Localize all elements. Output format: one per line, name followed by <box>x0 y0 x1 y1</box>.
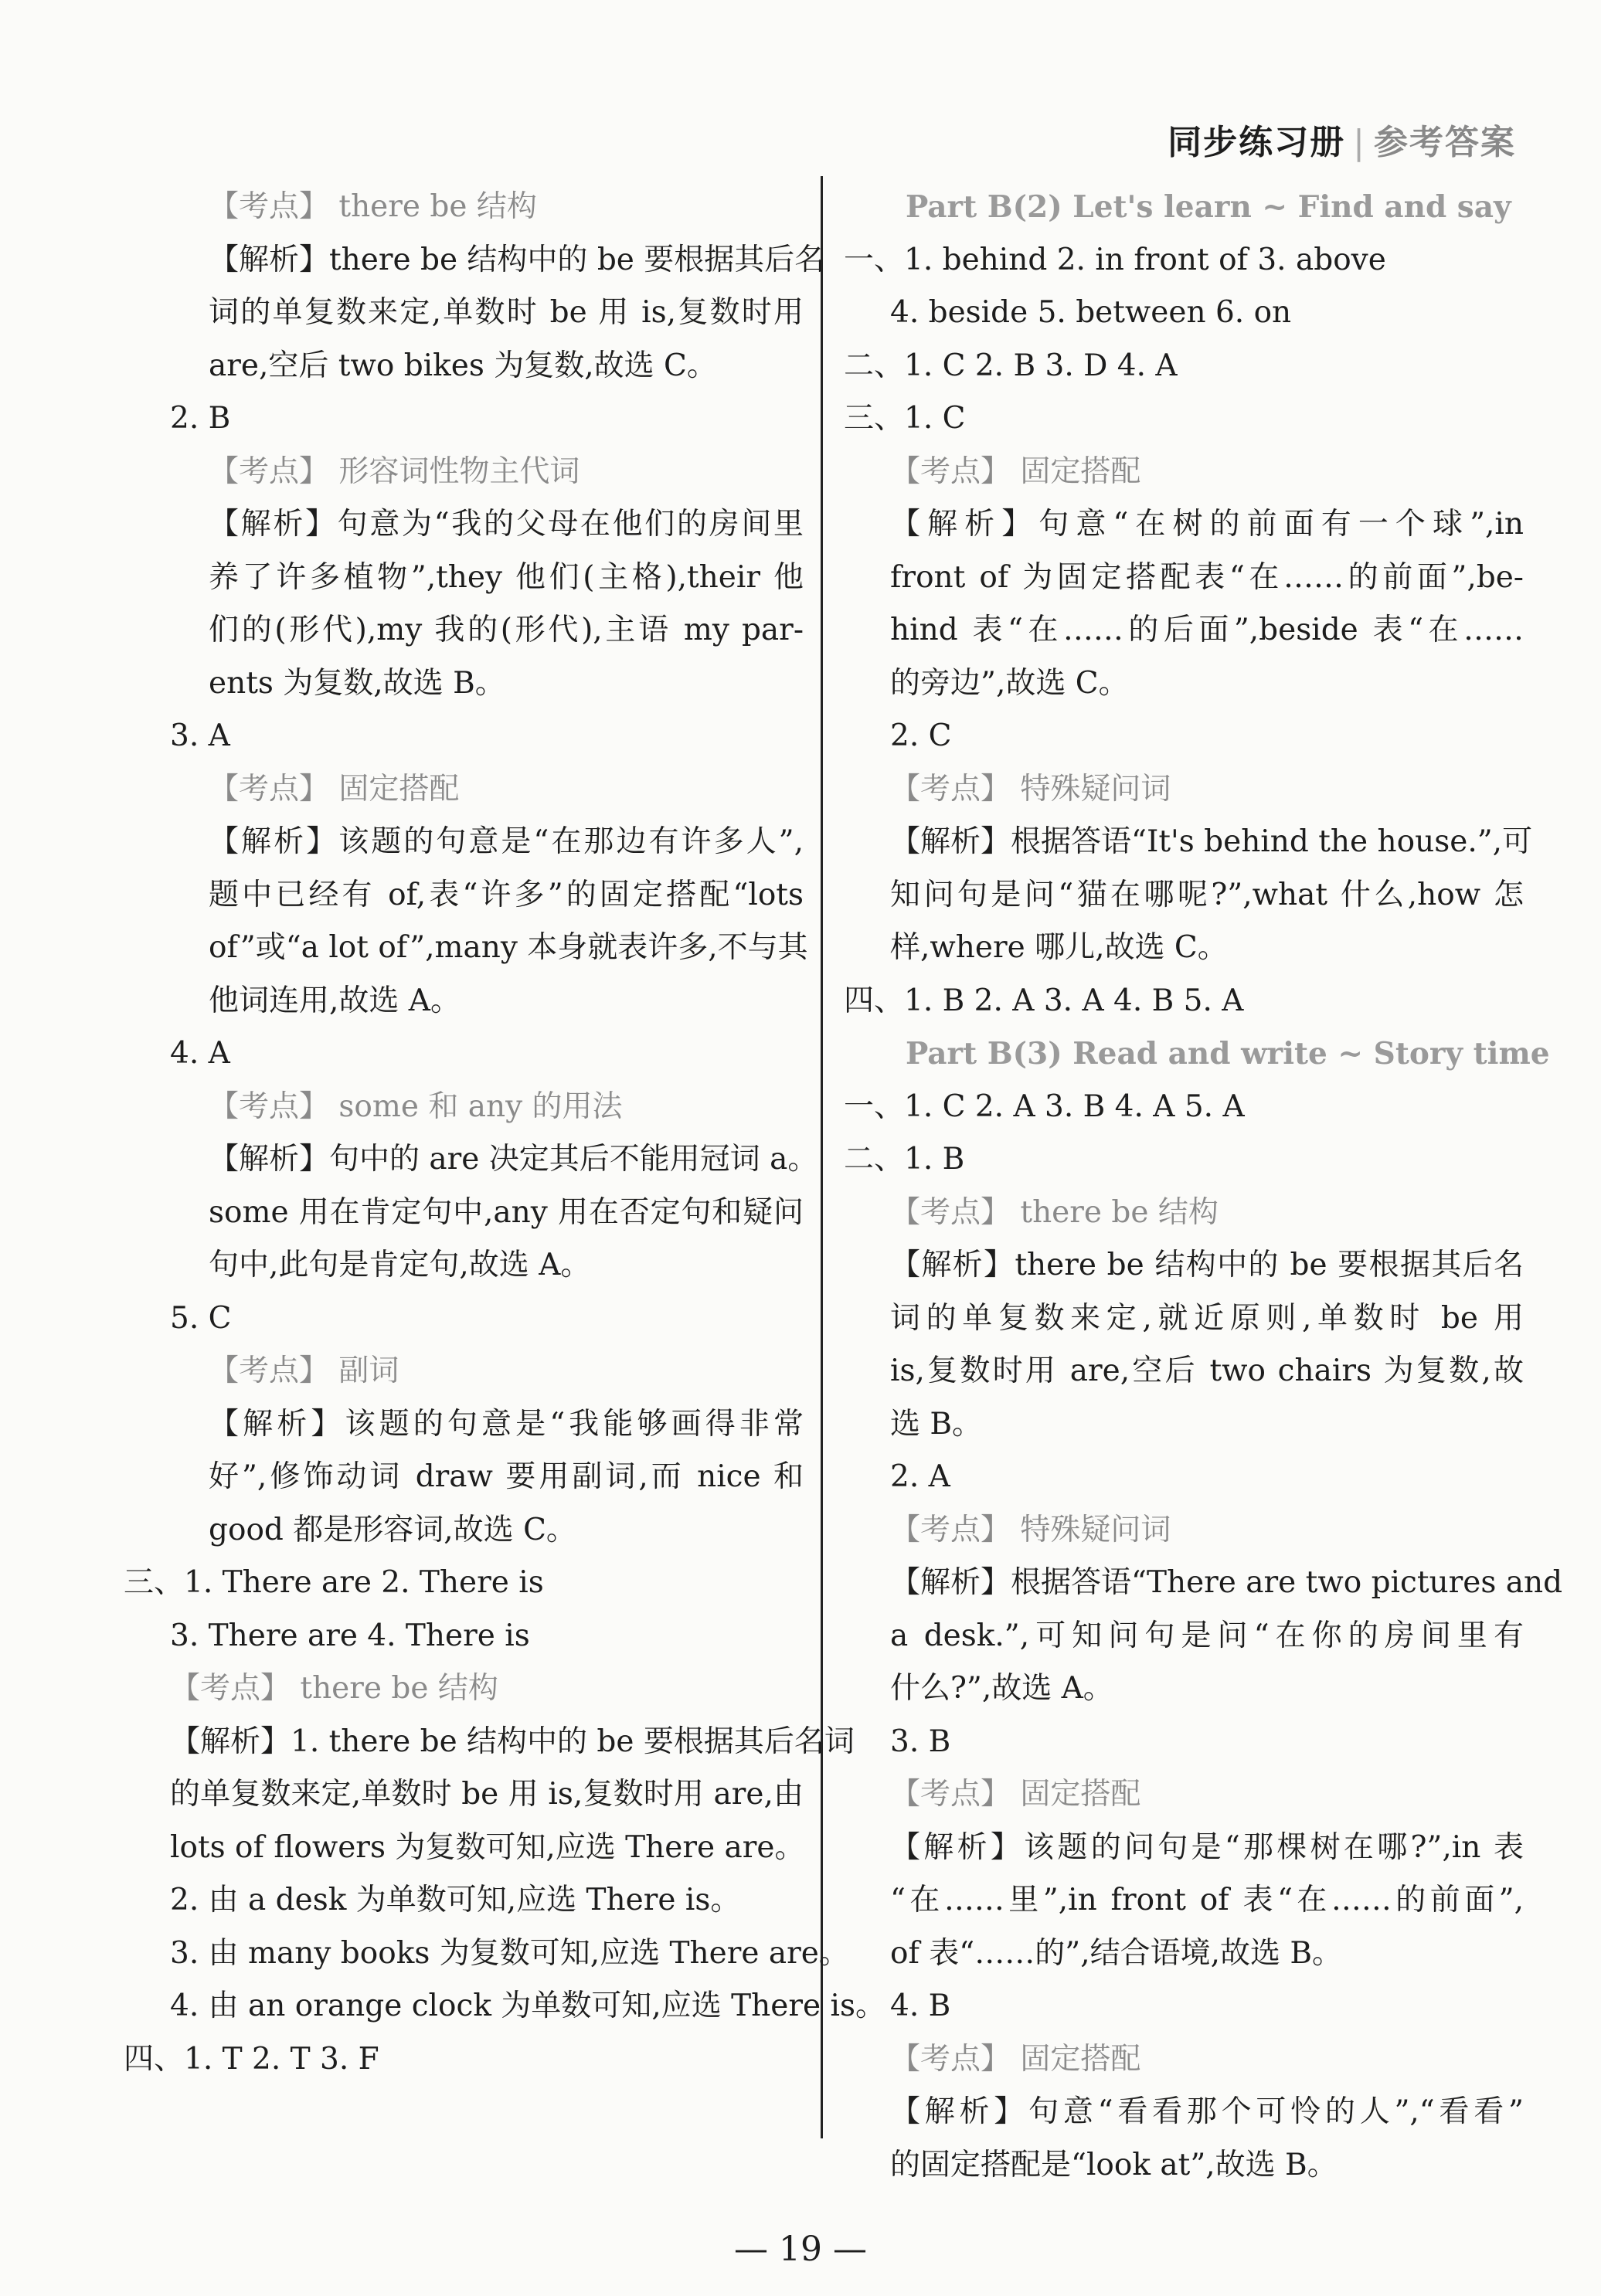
answer-line: 【解析】句意“看看那个可怜的人”,“看看” <box>890 2094 1524 2129</box>
page-number: — 19 — <box>734 2230 867 2269</box>
answer-line: “在……里”,in front of 表“在……的前面”, <box>890 1883 1524 1917</box>
answer-line: 【解析】根据答语“There are two pictures and <box>890 1565 1563 1600</box>
answer-line: 好”,修饰动词 draw 要用副词,而 nice 和 <box>209 1459 804 1494</box>
answer-line: of 表“……的”,结合语境,故选 B。 <box>890 1935 1343 1971</box>
page-header <box>1168 114 1516 164</box>
answer-line: are,空后 two bikes 为复数,故选 C。 <box>209 348 717 383</box>
answer-line: 3. 由 many books 为复数可知,应选 There are。 <box>170 1935 849 1971</box>
answer-line: 2. B <box>170 401 231 436</box>
answer-line: 【解析】根据答语“It's behind the house.”,可 <box>890 824 1533 859</box>
section-title: Part B(3) Read and write ~ Story time <box>906 1036 1550 1072</box>
left-column <box>124 181 885 2086</box>
knowledge-point: 【考点】 固定搭配 <box>890 453 1141 489</box>
column-divider <box>821 176 823 2138</box>
answer-line: 5. C <box>170 1300 232 1336</box>
answer-line: some 用在肯定句中,any 用在否定句和疑问 <box>209 1194 804 1230</box>
answer-line: 他词连用,故选 A。 <box>209 983 461 1018</box>
answer-line: 3. A <box>170 718 230 753</box>
answer-line: 【解析】there be 结构中的 be 要根据其后名 <box>890 1248 1524 1282</box>
answer-line: 【解析】该题的问句是“那棵树在哪?”,in 表 <box>890 1829 1524 1865</box>
right-column <box>844 181 1563 2192</box>
answer-line: of”或“a lot of”,many 本身就表许多,不与其 <box>209 930 808 965</box>
knowledge-point: 【考点】 形容词性物主代词 <box>209 453 580 489</box>
answer-line: 样,where 哪儿,故选 C。 <box>890 930 1228 965</box>
answer-line: lots of flowers 为复数可知,应选 There are。 <box>170 1829 805 1865</box>
knowledge-point: 【考点】 固定搭配 <box>890 2041 1141 2077</box>
answer-line: is,复数时用 are,空后 two chairs 为复数,故 <box>890 1353 1524 1388</box>
answer-line: 2. C <box>890 718 952 753</box>
answer-line: a desk.”,可知问句是问“在你的房间里有 <box>890 1618 1524 1653</box>
answer-line: 4. 由 an orange clock 为单数可知,应选 There is。 <box>170 1989 885 2023</box>
answer-line: 【解析】该题的句意是“在那边有许多人”, <box>209 824 804 859</box>
answer-line: 养了许多植物”,they 他们(主格),their 他 <box>209 559 804 595</box>
knowledge-point: 【考点】 固定搭配 <box>209 771 460 807</box>
header-title: 同步练习册 <box>1168 123 1346 162</box>
answer-line: good 都是形容词,故选 C。 <box>209 1512 576 1547</box>
answer-line: 【解析】句意为“我的父母在他们的房间里 <box>209 507 804 542</box>
answer-line: 【解析】1. there be 结构中的 be 要根据其后名词 <box>170 1724 855 1759</box>
answer-line: 一、1. behind 2. in front of 3. above <box>844 242 1386 277</box>
knowledge-point: 【考点】 固定搭配 <box>890 1777 1141 1812</box>
answer-line: 知问句是问“猫在哪呢?”,what 什么,how 怎 <box>890 877 1524 912</box>
answer-line: 词的单复数来定,单数时 be 用 is,复数时用 <box>209 295 804 330</box>
answer-line: 句中,此句是肯定句,故选 A。 <box>209 1248 591 1282</box>
answer-line: 【解析】there be 结构中的 be 要根据其后名 <box>209 242 825 277</box>
knowledge-point: 【考点】 特殊疑问词 <box>890 1512 1171 1547</box>
answer-line: 4. beside 5. between 6. on <box>890 295 1292 330</box>
knowledge-point: 【考点】 特殊疑问词 <box>890 771 1171 807</box>
knowledge-point: 【考点】 there be 结构 <box>170 1671 498 1706</box>
answer-line: 三、1. There are 2. There is <box>124 1565 544 1600</box>
answer-line: 三、1. C <box>844 401 966 436</box>
header-subtitle: 参考答案 <box>1374 123 1516 162</box>
section-title: Part B(2) Let's learn ~ Find and say <box>906 189 1511 225</box>
answer-line: 词的单复数来定,就近原则,单数时 be 用 <box>890 1300 1524 1336</box>
answer-line: 们的(形代),my 我的(形代),主语 my par- <box>209 613 804 647</box>
knowledge-point: 【考点】 there be 结构 <box>890 1194 1219 1230</box>
answer-line: 选 B。 <box>890 1406 983 1442</box>
answer-line: hind 表“在……的后面”,beside 表“在…… <box>890 613 1524 647</box>
answer-line: 【解析】句中的 are 决定其后不能用冠词 a。 <box>209 1142 818 1177</box>
answer-line: ents 为复数,故选 B。 <box>209 665 505 701</box>
answer-line: 4. B <box>890 1989 951 2023</box>
knowledge-point: 【考点】 副词 <box>209 1353 399 1388</box>
answer-line: front of 为固定搭配表“在……的前面”,be- <box>890 559 1524 595</box>
answer-line: 的单复数来定,单数时 be 用 is,复数时用 are,由 <box>170 1777 804 1812</box>
answer-line: 4. A <box>170 1036 230 1071</box>
knowledge-point: 【考点】 there be 结构 <box>209 189 537 224</box>
answer-line: 四、1. B 2. A 3. A 4. B 5. A <box>844 983 1244 1018</box>
answer-line: 什么?”,故选 A。 <box>890 1671 1113 1706</box>
answer-line: 【解析】该题的句意是“我能够画得非常 <box>209 1406 804 1442</box>
answer-line: 的固定搭配是“look at”,故选 B。 <box>890 2147 1338 2182</box>
answer-line: 3. B <box>890 1724 951 1759</box>
knowledge-point: 【考点】 some 和 any 的用法 <box>209 1089 623 1124</box>
answer-line: 二、1. C 2. B 3. D 4. A <box>844 348 1178 383</box>
answer-line: 【解析】句意“在树的前面有一个球”,in <box>890 507 1524 542</box>
answer-line: 二、1. B <box>844 1142 965 1177</box>
answer-line: 3. There are 4. There is <box>170 1618 530 1653</box>
answer-line: 题中已经有 of,表“许多”的固定搭配“lots <box>209 877 804 912</box>
answer-line: 2. A <box>890 1459 950 1494</box>
answer-line: 2. 由 a desk 为单数可知,应选 There is。 <box>170 1883 741 1917</box>
answer-line: 的旁边”,故选 C。 <box>890 665 1129 701</box>
answer-line: 一、1. C 2. A 3. B 4. A 5. A <box>844 1089 1245 1124</box>
header-separator: | <box>1353 123 1366 162</box>
answer-line: 四、1. T 2. T 3. F <box>124 2041 379 2077</box>
